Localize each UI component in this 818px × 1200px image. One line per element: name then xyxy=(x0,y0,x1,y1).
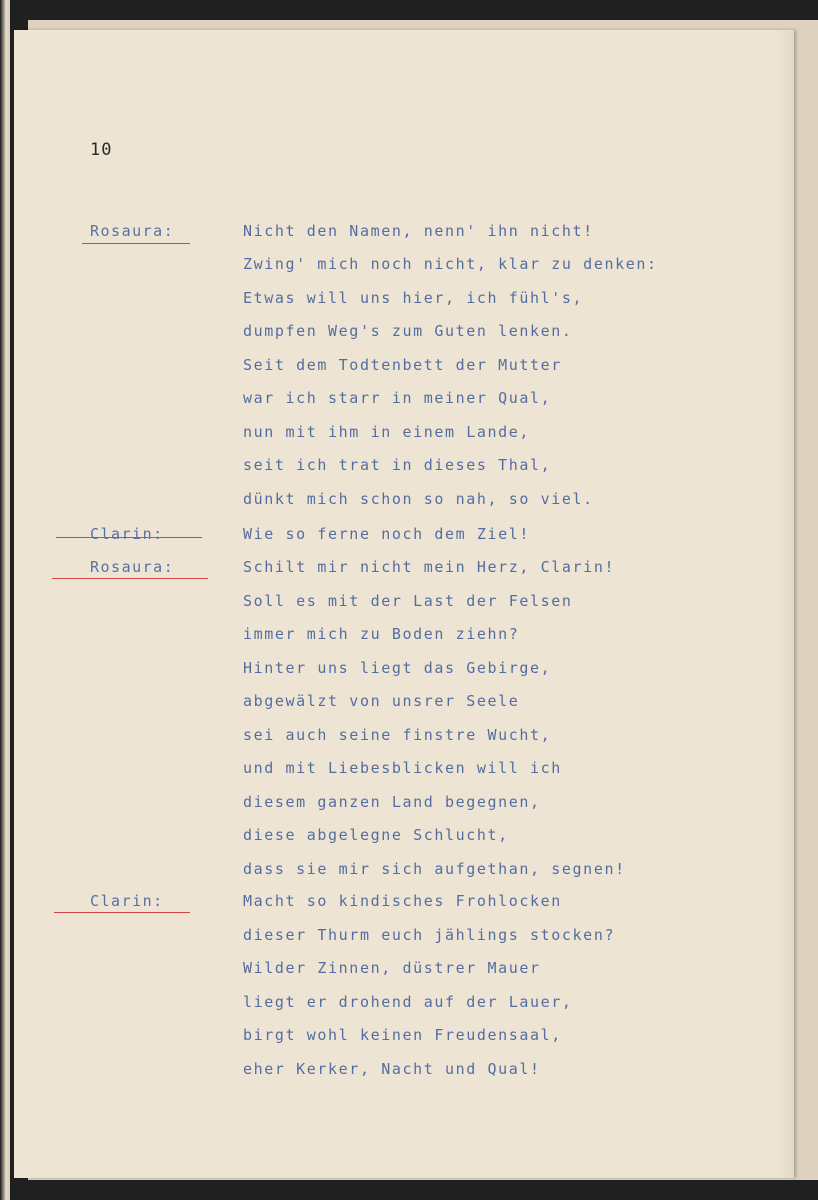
red-underline xyxy=(52,578,208,579)
page-edge-shadow xyxy=(778,30,794,1178)
red-underline xyxy=(56,537,202,538)
speaker-label: Clarin: xyxy=(90,892,164,910)
verse-line: nun mit ihm in einem Lande, xyxy=(243,423,531,441)
speaker-label: Rosaura: xyxy=(90,558,175,576)
document-page xyxy=(14,30,794,1178)
verse-line: dass sie mir sich aufgethan, segnen! xyxy=(243,860,626,878)
verse-line: Soll es mit der Last der Felsen xyxy=(243,592,573,610)
verse-line: Wie so ferne noch dem Ziel! xyxy=(243,525,531,543)
verse-line: Hinter uns liegt das Gebirge, xyxy=(243,659,552,677)
adjacent-page-edge xyxy=(0,0,10,1200)
verse-line: diese abgelegne Schlucht, xyxy=(243,826,509,844)
verse-line: Seit dem Todtenbett der Mutter xyxy=(243,356,562,374)
speaker-label: Clarin: xyxy=(90,525,164,543)
verse-line: eher Kerker, Nacht und Qual! xyxy=(243,1060,541,1078)
verse-line: Wilder Zinnen, düstrer Mauer xyxy=(243,959,541,977)
red-underline xyxy=(54,912,190,913)
verse-line: Schilt mir nicht mein Herz, Clarin! xyxy=(243,558,616,576)
verse-line: Zwing' mich noch nicht, klar zu denken: xyxy=(243,255,658,273)
red-underline xyxy=(82,243,190,244)
speaker-label: Rosaura: xyxy=(90,222,175,240)
verse-line: diesem ganzen Land begegnen, xyxy=(243,793,541,811)
verse-line: seit ich trat in dieses Thal, xyxy=(243,456,552,474)
verse-line: war ich starr in meiner Qual, xyxy=(243,389,552,407)
verse-line: liegt er drohend auf der Lauer, xyxy=(243,993,573,1011)
verse-line: Nicht den Namen, nenn' ihn nicht! xyxy=(243,222,594,240)
verse-line: sei auch seine finstre Wucht, xyxy=(243,726,552,744)
verse-line: abgewälzt von unsrer Seele xyxy=(243,692,520,710)
verse-line: und mit Liebesblicken will ich xyxy=(243,759,562,777)
verse-line: Macht so kindisches Frohlocken xyxy=(243,892,562,910)
verse-line: dumpfen Weg's zum Guten lenken. xyxy=(243,322,573,340)
page-number: 10 xyxy=(90,140,113,160)
verse-line: Etwas will uns hier, ich fühl's, xyxy=(243,289,584,307)
verse-line: birgt wohl keinen Freudensaal, xyxy=(243,1026,562,1044)
verse-line: immer mich zu Boden ziehn? xyxy=(243,625,520,643)
verse-line: dünkt mich schon so nah, so viel. xyxy=(243,490,594,508)
verse-line: dieser Thurm euch jählings stocken? xyxy=(243,926,616,944)
